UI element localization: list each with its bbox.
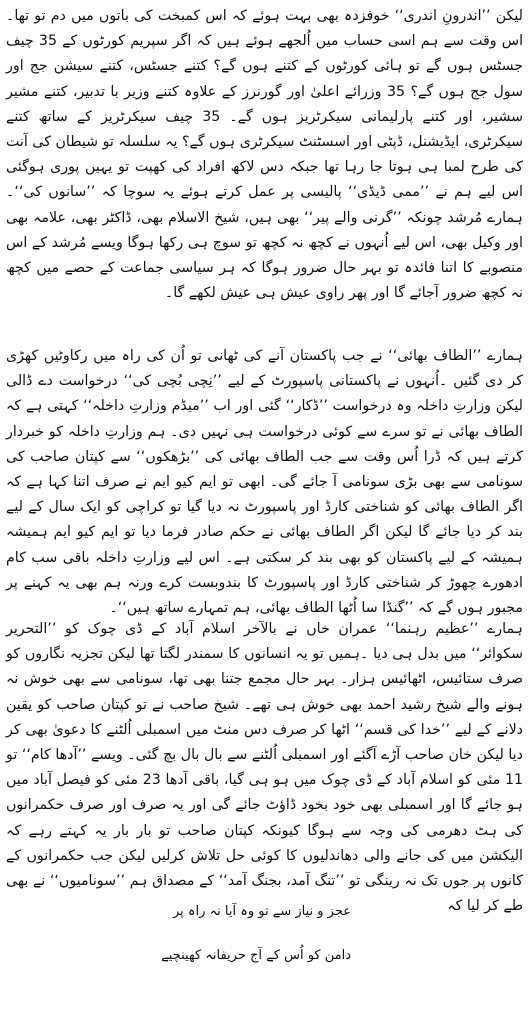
paragraph-3: ہمارے ’’عظیم رہنما‘‘ عمران خاں نے بالآخر اسلام آباد کے ڈی چوک کو ’’التحریر سکوائر‘‘ میں بدل ہی دیا ۔ہمیں تو یہ انسانوں کا سمندر لگتا تھا لیکن تجزیہ نگاروں کو صرف ستائیس، اٹھائیس ہزار۔ بہر حال مجمع جتنا بھی تھا، سونامی سے بھی خوش نہ ہونے والے شیخ رشید احمد بھی خوش ہی تھے۔ شیخ صاحب نے تو کپتان صاحب کو یقین دلانے کے لیے ’’خدا کی قسم‘‘ اٹھا کر صرف دس منٹ میں اسمبلی اُلٹنے کا دعویٰ بھی کر دیا لیکن خان صاحب آڑے آگئے اور اسمبلی اُلٹنے سے بال بال بچ گئی۔ ویسے ’’آدھا کام‘‘ تو 11 مئی کو اسلام آباد کے ڈی چوک میں ہو ہی گیا، باقی آدھا 23 مئی کو فیصل آباد میں ہو جائے گا اور اسمبلی بھی خود بخود ڈاؤٹ جائے گی اور یہ صرف اور صرف حکمرانوں کی ہٹ دھرمی کی وجہ سے ہوگا کیونکہ کپتان صاحب تو بار بار یہ کہتے رہے کہ الیکشن میں کی جانے والی دھاندلیوں کا کوئی حل تلاش کرلیں لیکن جب حکمرانوں کے کانوں پر جوں تک نہ رینگی تو ’’تنگ آمد، بجنگ آمد‘‘ کے مصداق ہم ’’سونامیوں‘‘ نے بھی طے کر لیا کہ	[6, 621, 523, 915]
paragraph-2: ہمارے ’’الطاف بھائی‘‘ نے جب پاکستان آنے کی ٹھانی تو اُن کی راہ میں رکاوٹیں کھڑی کر دی گئیں ۔اُنہوں نے پاکستانی پاسپورٹ کے لیے ’’نِچی بُچی کی‘‘ درخواست دے ڈالی لیکن وزارتِ داخلہ وہ درخواست ’’ڈکار‘‘ گئی اور اب ’’میڈم وزارتِ داخلہ‘‘ کہتی ہے کہ الطاف بھائی نے تو سرے سے کوئی درخواست ہی نہیں دی۔ ہم وزارتِ داخلہ کو خبردار کرتے ہیں کہ ڈرا اُس وقت سے جب الطاف بھائی کی ’’بڑھکوں‘‘ سے کپتان صاحب کی سونامی سے بھی بڑی سونامی آ جائے گی۔ ابھی تو ایم کیو ایم نے صرف اتنا کہا ہے کہ اگر الطاف بھائی کو شناختی کارڈ اور پاسپورٹ نہ دیا گیا تو کراچی کو ایک سال کے لیے بند کر دیا جائے گا لیکن اگر الطاف بھائی نے حکم صادر فرما دیا تو ایم کیو ایم ہمیشہ ہمیشہ کے لیے پاکستان کو بھی بند کر سکتی ہے۔ اس لیے وزارتِ داخلہ باقی سب کام ادھورے چھوڑ کر شناختی کارڈ اور پاسپورٹ کا بندوبست کرے ورنہ ہم بھی یہ کہنے پر مجبور ہوں گے کہ ’’گنڈا سا اُٹھا الطاف بھائی، ہم تمہارے ساتھ ہیں‘‘۔	[6, 348, 523, 617]
paragraph-1: لیکن ’’اندرونِ اندری‘‘ خوفزدہ بھی بہت ہوئے کہ اس کمبخت کی باتوں میں دم تو تھا۔ اس وقت سے ہم اسی حساب میں اُلجھے ہوئے ہیں کہ اگر سپریم کورٹوں کے 35 چیف جسٹس ہوں گے تو ہائی کورٹوں کے کتنے ہوں گے؟ کتنے جسٹس، کتنے سیشن جج اور سول جج ہوں گے؟ 35 وزرائے اعلیٰ اور گورنرز کے علاوہ کتنے وزیر با تدبیر، کتنے مشیر سشیر، اور کتنے پارلیمانی سیکرٹریز ہوں گے۔ 35 چیف سیکرٹریز کے ساتھ کتنے سیکرٹری، ایڈیشنل، ڈپٹی اور اسسٹنٹ سیکرٹری ہوں گے؟ یہ سلسلہ تو شیطان کی آنت کی طرح لمبا ہی ہوتا جا رہا تھا جبکہ دس لاکھ افراد کی کھپت تو یہیں پوری ہوگئی اس لیے ہم نے ’’ممی ڈیڈی‘‘ پالیسی پر عمل کرتے ہوئے یہ سوچا کہ ’’سانوں کی‘‘۔ ہمارے مُرشد چونکہ ’’گرنی والے پیر‘‘ بھی ہیں، شیخ الاسلام بھی، ڈاکٹر بھی، علامہ بھی اور وکیل بھی، اس لیے اُنہوں نے کچھ نہ کچھ تو سوچ ہی رکھا ہوگا ویسے مُرشد کے اس منصوبے کا اتنا فائدہ تو بہر حال ضرور ہوگا کہ ہر سیاسی جماعت کے حصے میں کچھ نہ کچھ ضرور آجائے گا اور پھر راوی عیش ہی عیش لکھے گا۔	[6, 8, 524, 302]
couplet-line-2: دامن کو اُس کے آج حریفانہ کھینچیے	[161, 948, 351, 963]
couplet-line-1: عجز و نیاز سے تو وہ آیا نہ راہ پر	[172, 904, 351, 919]
